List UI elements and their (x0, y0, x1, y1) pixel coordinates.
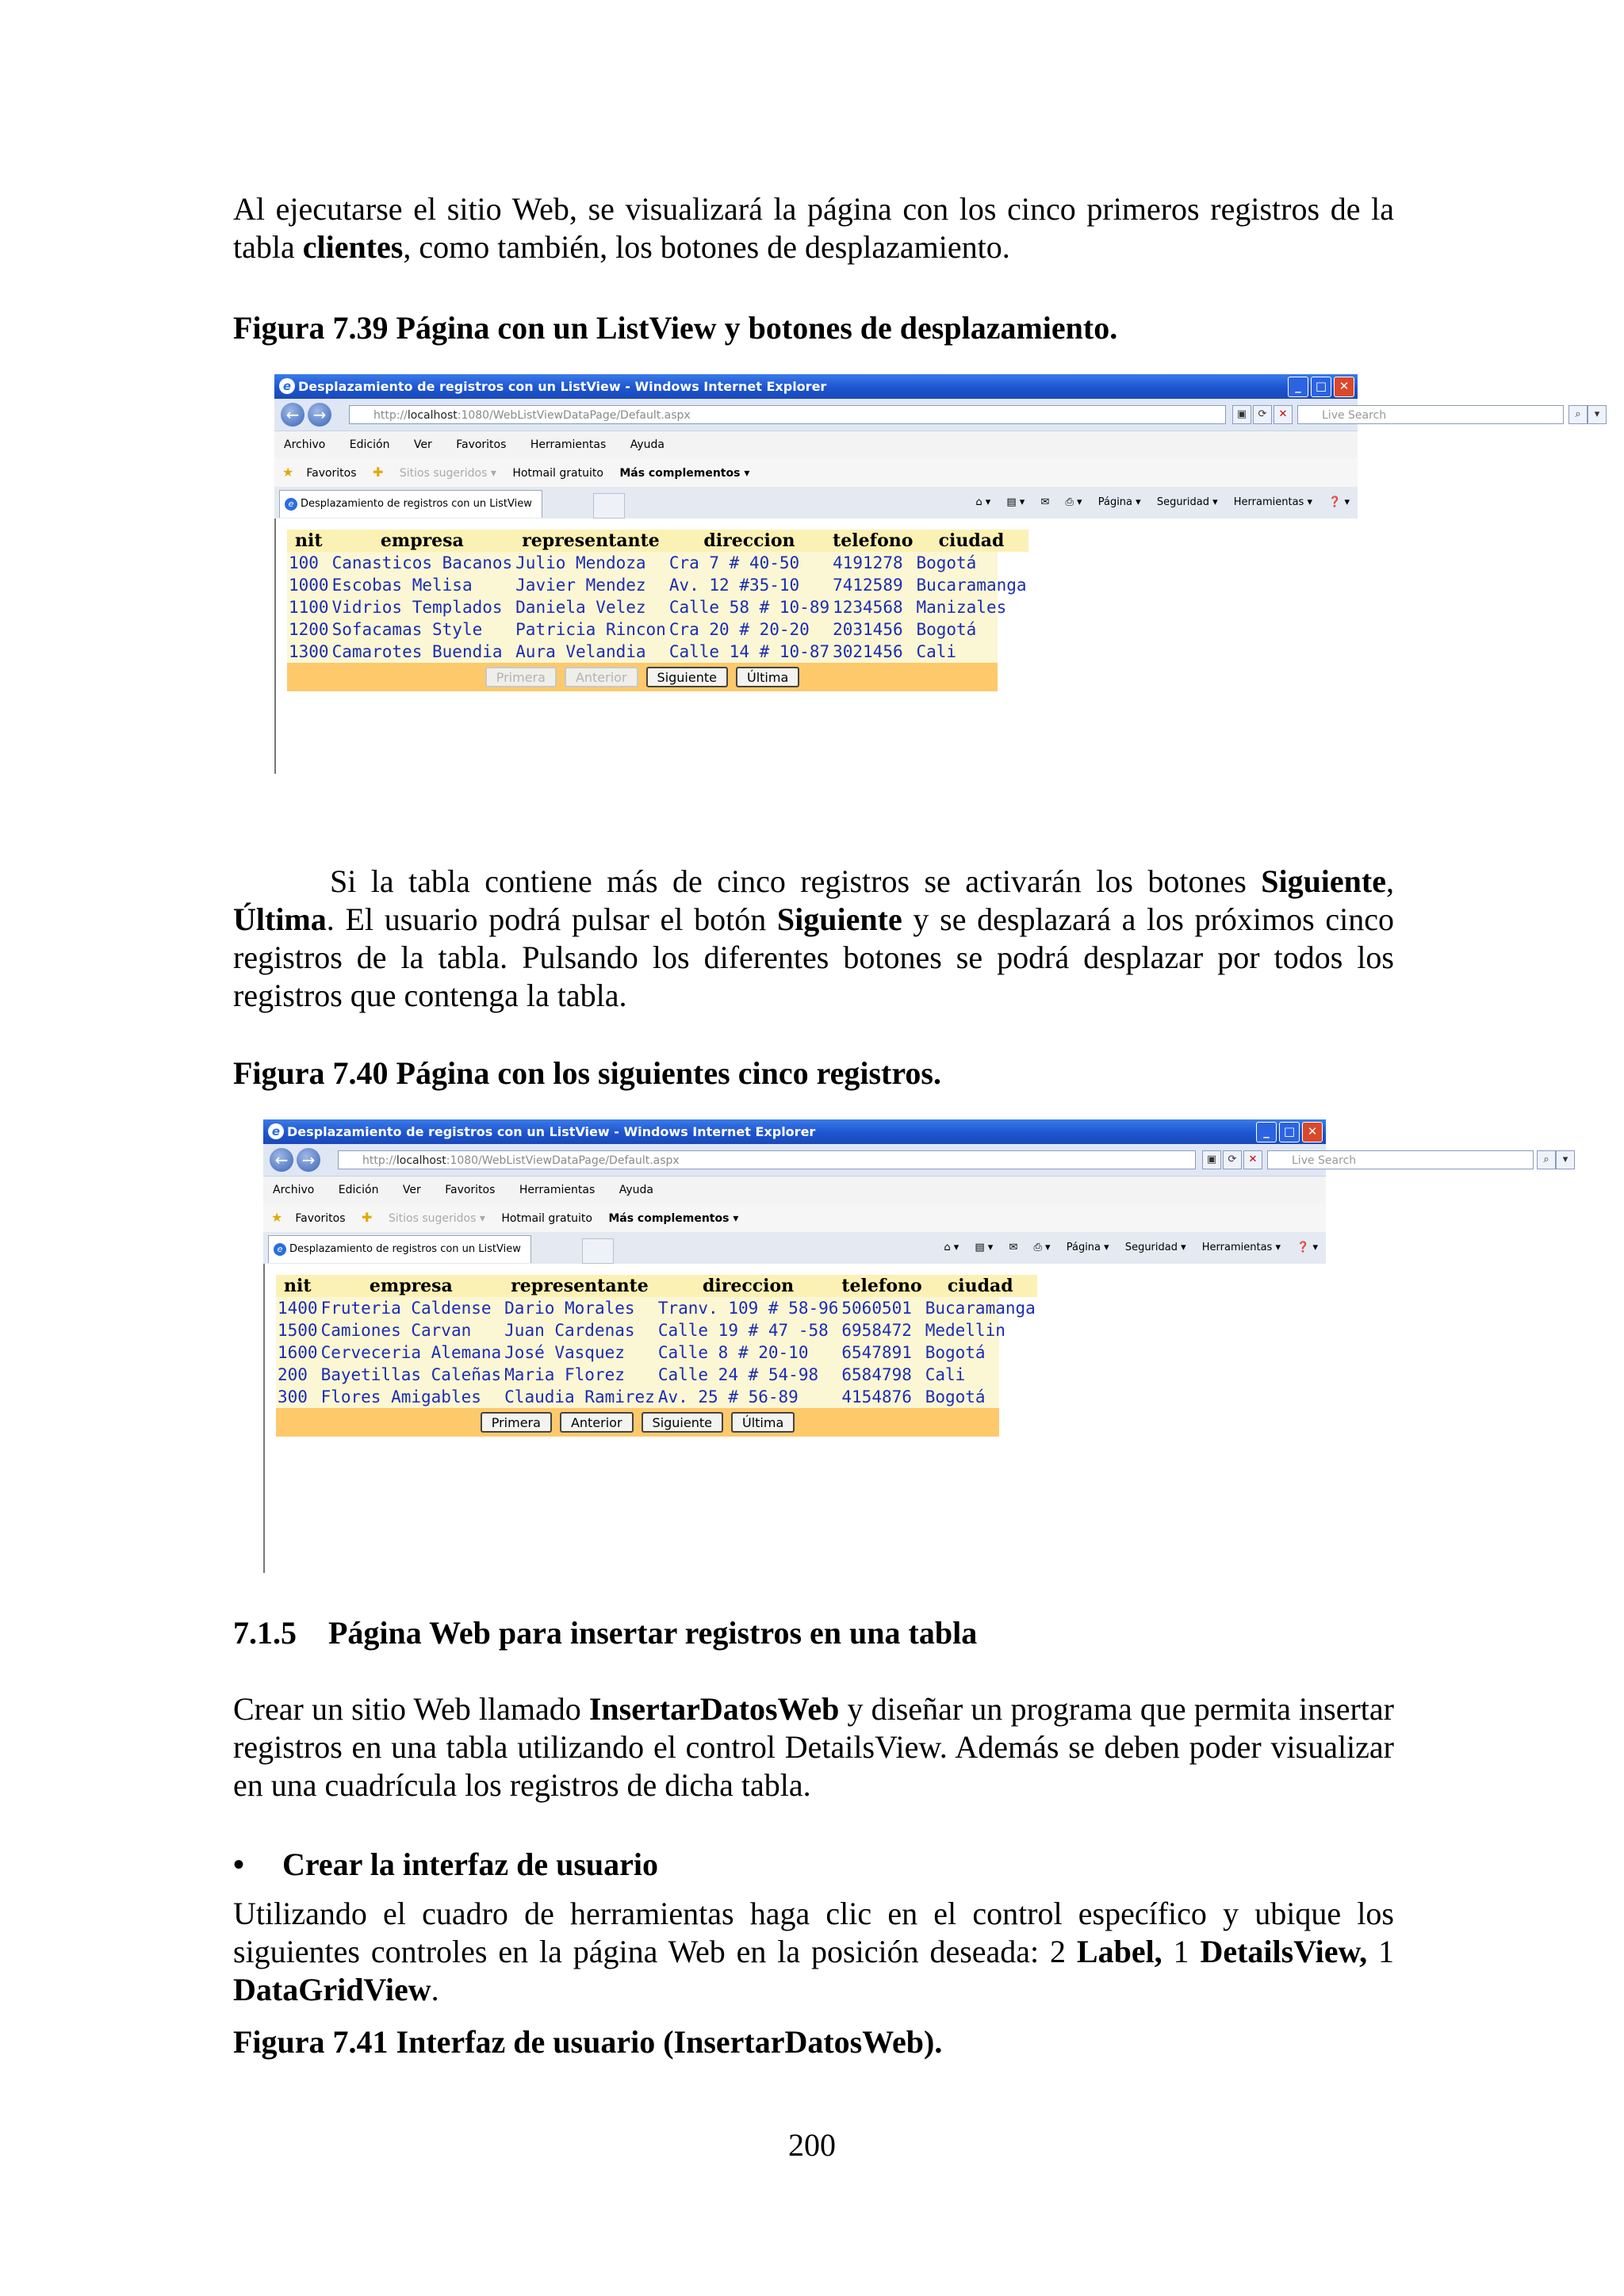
table-cell: Camiones Carvan (320, 1321, 472, 1340)
back-icon[interactable]: ← (281, 403, 304, 427)
tab-label: Desplazamiento de registros con un ListView (289, 1243, 521, 1255)
table-cell: Cerveceria Alemana (320, 1343, 502, 1362)
bold-text: clientes (302, 229, 404, 265)
table-cell: Cali (916, 642, 957, 661)
feeds-icon[interactable]: ▤ ▾ (975, 1242, 994, 1253)
table-cell: Aura Velandia (515, 642, 646, 661)
tab-bar (263, 1232, 1326, 1265)
text: , como también, los botones de desplazamiento. (403, 229, 1010, 265)
column-header: nit (276, 1275, 320, 1297)
command-bar (963, 487, 1350, 519)
table-cell: Av. 12 #35-10 (668, 576, 800, 595)
text: . El usuario podrá pulsar el botón (326, 901, 777, 937)
menu-favoritos[interactable]: Favoritos (456, 438, 507, 451)
menu-herramientas[interactable]: Herramientas (519, 1184, 596, 1196)
search-input[interactable]: Live Search (1297, 405, 1564, 424)
column-header: ciudad (924, 1275, 1037, 1297)
feeds-icon[interactable]: ▤ ▾ (1006, 496, 1025, 508)
menu-favoritos[interactable]: Favoritos (445, 1184, 496, 1196)
table-cell: Cra 7 # 40-50 (668, 553, 800, 572)
minimize-button[interactable]: _ (1288, 377, 1308, 397)
address-bar-row (274, 399, 1600, 431)
table-cell: 1100 (289, 598, 329, 617)
favorites-button[interactable]: Favoritos (295, 1212, 346, 1225)
page-number: 200 (788, 2127, 836, 2163)
table-cell: José Vasquez (504, 1343, 625, 1362)
figure-caption-7-40: Figura 7.40 Página con los siguientes cinco registros. (233, 1055, 941, 1091)
table-cell: 100 (289, 553, 319, 572)
text: Crear un sitio Web llamado (233, 1691, 589, 1727)
table-cell: 300 (278, 1387, 308, 1406)
bold-text: Siguiente (1261, 863, 1386, 899)
table-cell: Bucaramanga (925, 1299, 1036, 1318)
paragraph-insertar (233, 1690, 1394, 1804)
column-header: ciudad (914, 530, 1028, 552)
forward-icon[interactable]: → (297, 1148, 320, 1172)
table-cell: 1000 (289, 576, 329, 595)
table-cell: Calle 19 # 47 -58 (657, 1321, 829, 1340)
mail-icon[interactable]: ✉ (1040, 496, 1050, 508)
table-cell: Maria Florez (504, 1365, 625, 1384)
minimize-button[interactable]: _ (1256, 1122, 1277, 1142)
column-header: empresa (320, 1275, 504, 1297)
ie-tab-icon: e (274, 1243, 286, 1256)
table-cell: Dario Morales (504, 1299, 635, 1318)
table-cell: 6958472 (841, 1321, 912, 1340)
bold-text: Siguiente (776, 901, 902, 937)
refresh-icon[interactable]: ⟳ (1253, 405, 1272, 424)
stop-icon[interactable]: ✕ (1243, 1150, 1262, 1169)
next-page-button[interactable]: Siguiente (642, 1412, 723, 1433)
last-page-button[interactable]: Última (736, 667, 799, 687)
favorites-bar (263, 1203, 1326, 1232)
table-row (287, 641, 1028, 663)
text: Si la tabla contiene más de cinco registros se activarán los botones (330, 863, 1262, 899)
table-cell: Bogotá (916, 553, 977, 572)
page-content (263, 1264, 1326, 1573)
table-cell: Fruteria Caldense (320, 1299, 492, 1318)
table-cell: Bogotá (925, 1343, 986, 1362)
search-input[interactable]: Live Search (1267, 1150, 1534, 1169)
table-cell: 6547891 (841, 1343, 912, 1362)
listview (287, 530, 1027, 691)
column-header: representante (503, 1275, 657, 1297)
window-title: Desplazamiento de registros con un ListView - Windows Internet Explorer (287, 1124, 816, 1139)
table-cell: Flores Amigables (320, 1387, 481, 1406)
table-cell: 4191278 (833, 553, 903, 572)
home-icon[interactable]: ⌂ ▾ (944, 1242, 959, 1253)
menu-ver[interactable]: Ver (413, 438, 432, 451)
mail-icon[interactable]: ✉ (1009, 1242, 1018, 1253)
listview-header-row (276, 1275, 1037, 1297)
table-cell: Bogotá (925, 1387, 986, 1406)
url-field[interactable] (338, 1150, 1196, 1169)
table-cell: Daniela Velez (515, 598, 646, 617)
ie-tab-icon: e (285, 498, 297, 511)
table-cell: 2031456 (833, 620, 903, 639)
suggested-sites-link[interactable]: Sitios sugeridos ▾ (399, 467, 496, 480)
table-cell: Calle 58 # 10-89 (668, 598, 830, 617)
table-cell: Av. 25 # 56-89 (657, 1387, 799, 1406)
table-cell: 1200 (289, 620, 329, 639)
text: y diseñar un programa que permita insertar registros en una tabla utilizando el control DetailsView. Además se deben poder visualizar en una cuadrícula los registros de dicha tabla. (233, 1691, 1394, 1803)
table-cell: Bucaramanga (916, 576, 1027, 595)
last-page-button[interactable]: Última (731, 1412, 795, 1433)
listview-header-row (287, 530, 1028, 552)
column-header: representante (514, 530, 668, 552)
intro-paragraph (233, 190, 1394, 266)
pager (276, 1408, 999, 1437)
table-row (287, 574, 1028, 596)
favorites-bar (274, 458, 1358, 487)
browser-tab[interactable] (279, 490, 542, 518)
refresh-icon[interactable]: ⟳ (1223, 1150, 1242, 1169)
table-cell: Cali (925, 1365, 966, 1384)
ie-icon: e (279, 378, 295, 394)
table-cell: 7412589 (833, 576, 903, 595)
paragraph-controles (233, 1895, 1394, 2009)
suggested-sites-link[interactable]: Sitios sugeridos ▾ (388, 1212, 485, 1225)
table-cell: Patricia Rincon (515, 620, 666, 639)
table-cell: Bayetillas Caleñas (320, 1365, 502, 1384)
text: 1 (1367, 1934, 1395, 1969)
text: y se desplazará a los próximos cinco registros de la tabla. Pulsando los diferentes botones se podrá desplazar por todos los registros que contenga la tabla. (233, 901, 1394, 1013)
tools-menu[interactable]: Herramientas ▾ (1201, 1242, 1281, 1253)
browser-tab[interactable] (268, 1235, 531, 1263)
table-row (276, 1319, 1037, 1341)
menu-bar (263, 1177, 1326, 1203)
table-cell: 3021456 (833, 642, 903, 661)
print-icon[interactable]: ⎙ ▾ (1065, 496, 1082, 508)
bullet-icon: • (233, 1846, 245, 1882)
menu-herramientas[interactable]: Herramientas (530, 438, 607, 451)
table-cell: Vidrios Templados (331, 598, 503, 617)
table-row (287, 618, 1028, 641)
text: 1 (1162, 1934, 1201, 1969)
menu-edicion[interactable]: Edición (338, 1184, 379, 1196)
add-favorite-icon[interactable]: ✚ (373, 465, 384, 480)
favorites-star-icon: ★ (271, 1210, 283, 1225)
hotmail-link[interactable]: Hotmail gratuito (512, 467, 603, 480)
table-cell: Medellin (925, 1321, 1005, 1340)
next-page-button[interactable]: Siguiente (646, 667, 728, 687)
table-cell: 1500 (278, 1321, 318, 1340)
table-cell: 1300 (289, 642, 329, 661)
listview-body (287, 552, 1028, 663)
print-icon[interactable]: ⎙ ▾ (1033, 1242, 1051, 1253)
menu-ver[interactable]: Ver (402, 1184, 421, 1196)
table-cell: Calle 8 # 20-10 (657, 1343, 809, 1362)
table-row (276, 1297, 1037, 1319)
window-titlebar (274, 374, 1358, 399)
table-row (276, 1364, 1037, 1386)
window-title: Desplazamiento de registros con un ListView - Windows Internet Explorer (298, 379, 827, 394)
menu-bar (274, 431, 1358, 458)
column-header: nit (287, 530, 331, 552)
browser-screenshot-1 (274, 374, 1600, 774)
browser-screenshot-2 (263, 1119, 1568, 1573)
url-field[interactable] (349, 405, 1226, 424)
url-path: :1080/WebListViewDataPage/Default.aspx (446, 1154, 680, 1167)
home-icon[interactable]: ⌂ ▾ (975, 496, 991, 508)
table-cell: Juan Cardenas (504, 1321, 635, 1340)
table-cell: Javier Mendez (515, 576, 646, 595)
table-cell: 200 (278, 1365, 308, 1384)
url-path: :1080/WebListViewDataPage/Default.aspx (457, 409, 691, 422)
security-menu[interactable]: Seguridad ▾ (1156, 496, 1218, 508)
back-icon[interactable]: ← (270, 1148, 293, 1172)
close-button[interactable]: ✕ (1302, 1122, 1323, 1142)
menu-ayuda[interactable]: Ayuda (630, 438, 665, 451)
page-content (274, 519, 1358, 774)
compat-icon[interactable]: ▣ (1202, 1150, 1221, 1169)
first-page-button[interactable]: Primera (481, 1412, 552, 1433)
command-bar (931, 1232, 1318, 1264)
section-heading: 7.1.5 Página Web para insertar registros en una tabla (233, 1615, 978, 1651)
column-header: empresa (331, 530, 515, 552)
table-row (276, 1341, 1037, 1364)
forward-icon[interactable]: → (308, 403, 331, 427)
bold-text: Label, (1076, 1934, 1162, 1969)
table-cell: Cra 20 # 20-20 (668, 620, 810, 639)
text: . (431, 1972, 439, 2007)
column-header: direccion (657, 1275, 841, 1297)
first-page-button[interactable]: Primera (485, 667, 557, 687)
page-menu[interactable]: Página ▾ (1066, 1242, 1109, 1253)
pager (287, 663, 998, 691)
table-cell: Calle 14 # 10-87 (668, 642, 830, 661)
table-cell: 5060501 (841, 1299, 912, 1318)
table-cell: Tranv. 109 # 58-96 (657, 1299, 839, 1318)
maximize-button[interactable]: □ (1311, 377, 1331, 397)
table-cell: 1400 (278, 1299, 318, 1318)
listview (276, 1275, 1036, 1437)
table-cell: Calle 24 # 54-98 (657, 1365, 819, 1384)
listview-table (276, 1275, 1037, 1408)
url-prefix: http:// (373, 409, 408, 422)
figure-caption-7-41: Figura 7.41 Interfaz de usuario (InsertarDatosWeb). (233, 2024, 943, 2060)
window-titlebar (263, 1119, 1326, 1144)
table-cell: 1600 (278, 1343, 318, 1362)
url-host: localhost (396, 1154, 446, 1167)
search-icon[interactable]: ⌕ (1537, 1150, 1556, 1169)
table-cell: Julio Mendoza (515, 553, 646, 572)
add-favorite-icon[interactable]: ✚ (362, 1210, 373, 1225)
column-header: direccion (668, 530, 831, 552)
more-addons-link[interactable]: Más complementos ▾ (619, 467, 750, 480)
table-cell: Sofacamas Style (331, 620, 483, 639)
table-cell: Manizales (916, 598, 1007, 617)
bullet-item (233, 1846, 658, 1884)
new-tab-button[interactable] (582, 1238, 614, 1264)
table-row (287, 552, 1028, 574)
hotmail-link[interactable]: Hotmail gratuito (501, 1212, 592, 1225)
column-header: telefono (841, 1276, 922, 1296)
url-host: localhost (407, 409, 458, 422)
bold-text: DataGridView (233, 1972, 431, 2007)
menu-archivo[interactable]: Archivo (273, 1184, 315, 1196)
menu-archivo[interactable]: Archivo (284, 438, 326, 451)
bold-text: Última (233, 901, 327, 937)
search-icon[interactable]: ⌕ (1568, 405, 1588, 424)
favorites-button[interactable]: Favoritos (306, 467, 357, 480)
tab-label: Desplazamiento de registros con un ListView (301, 498, 532, 510)
text: Utilizando el cuadro de herramientas haga clic en el control específico y ubique los siguientes controles en la página Web en la posición deseada: 2 (233, 1896, 1394, 1969)
previous-page-button[interactable]: Anterior (560, 1412, 634, 1433)
bullet-text: Crear la interfaz de usuario (282, 1846, 659, 1882)
table-cell: Camarotes Buendia (331, 642, 503, 661)
close-button[interactable]: ✕ (1334, 377, 1354, 397)
security-menu[interactable]: Seguridad ▾ (1124, 1242, 1186, 1253)
listview-body (276, 1297, 1037, 1408)
table-cell: 1234568 (833, 598, 903, 617)
url-prefix: http:// (362, 1154, 396, 1167)
tools-menu[interactable]: Herramientas ▾ (1233, 496, 1312, 508)
new-tab-button[interactable] (593, 493, 625, 519)
paragraph-buttons (233, 863, 1394, 1015)
favorites-star-icon: ★ (282, 465, 294, 480)
bold-text: InsertarDatosWeb (588, 1691, 840, 1727)
maximize-button[interactable]: □ (1279, 1122, 1300, 1142)
search-options-icon[interactable]: ▾ (1588, 405, 1607, 424)
page-menu[interactable]: Página ▾ (1097, 496, 1141, 508)
tab-bar (274, 487, 1358, 519)
stop-icon[interactable]: ✕ (1274, 405, 1293, 424)
table-row (287, 596, 1028, 618)
search-options-icon[interactable]: ▾ (1556, 1150, 1575, 1169)
menu-ayuda[interactable]: Ayuda (619, 1184, 653, 1196)
help-icon[interactable]: ❓ ▾ (1328, 496, 1350, 508)
table-cell: Escobas Melisa (331, 576, 473, 595)
text: Al ejecutarse el sitio Web, se visualizará la página con los cinco primeros registros de la tabla (233, 191, 1394, 265)
table-cell: Bogotá (916, 620, 977, 639)
table-row (276, 1386, 1037, 1408)
ie-icon: e (268, 1123, 284, 1139)
help-icon[interactable]: ❓ ▾ (1297, 1242, 1318, 1253)
menu-edicion[interactable]: Edición (349, 438, 390, 451)
table-cell: Claudia Ramirez (504, 1387, 655, 1406)
compat-icon[interactable]: ▣ (1232, 405, 1251, 424)
more-addons-link[interactable]: Más complementos ▾ (608, 1212, 739, 1225)
figure-caption-7-39: Figura 7.39 Página con un ListView y botones de desplazamiento. (233, 310, 1118, 346)
listview-table (287, 530, 1028, 663)
column-header: telefono (833, 530, 914, 551)
table-cell: 6584798 (841, 1365, 912, 1384)
previous-page-button[interactable]: Anterior (565, 667, 638, 687)
text: , (1386, 863, 1394, 899)
bold-text: DetailsView, (1200, 1934, 1368, 1969)
table-cell: 4154876 (841, 1387, 912, 1406)
address-bar-row (263, 1144, 1568, 1177)
table-cell: Canasticos Bacanos (331, 553, 513, 572)
